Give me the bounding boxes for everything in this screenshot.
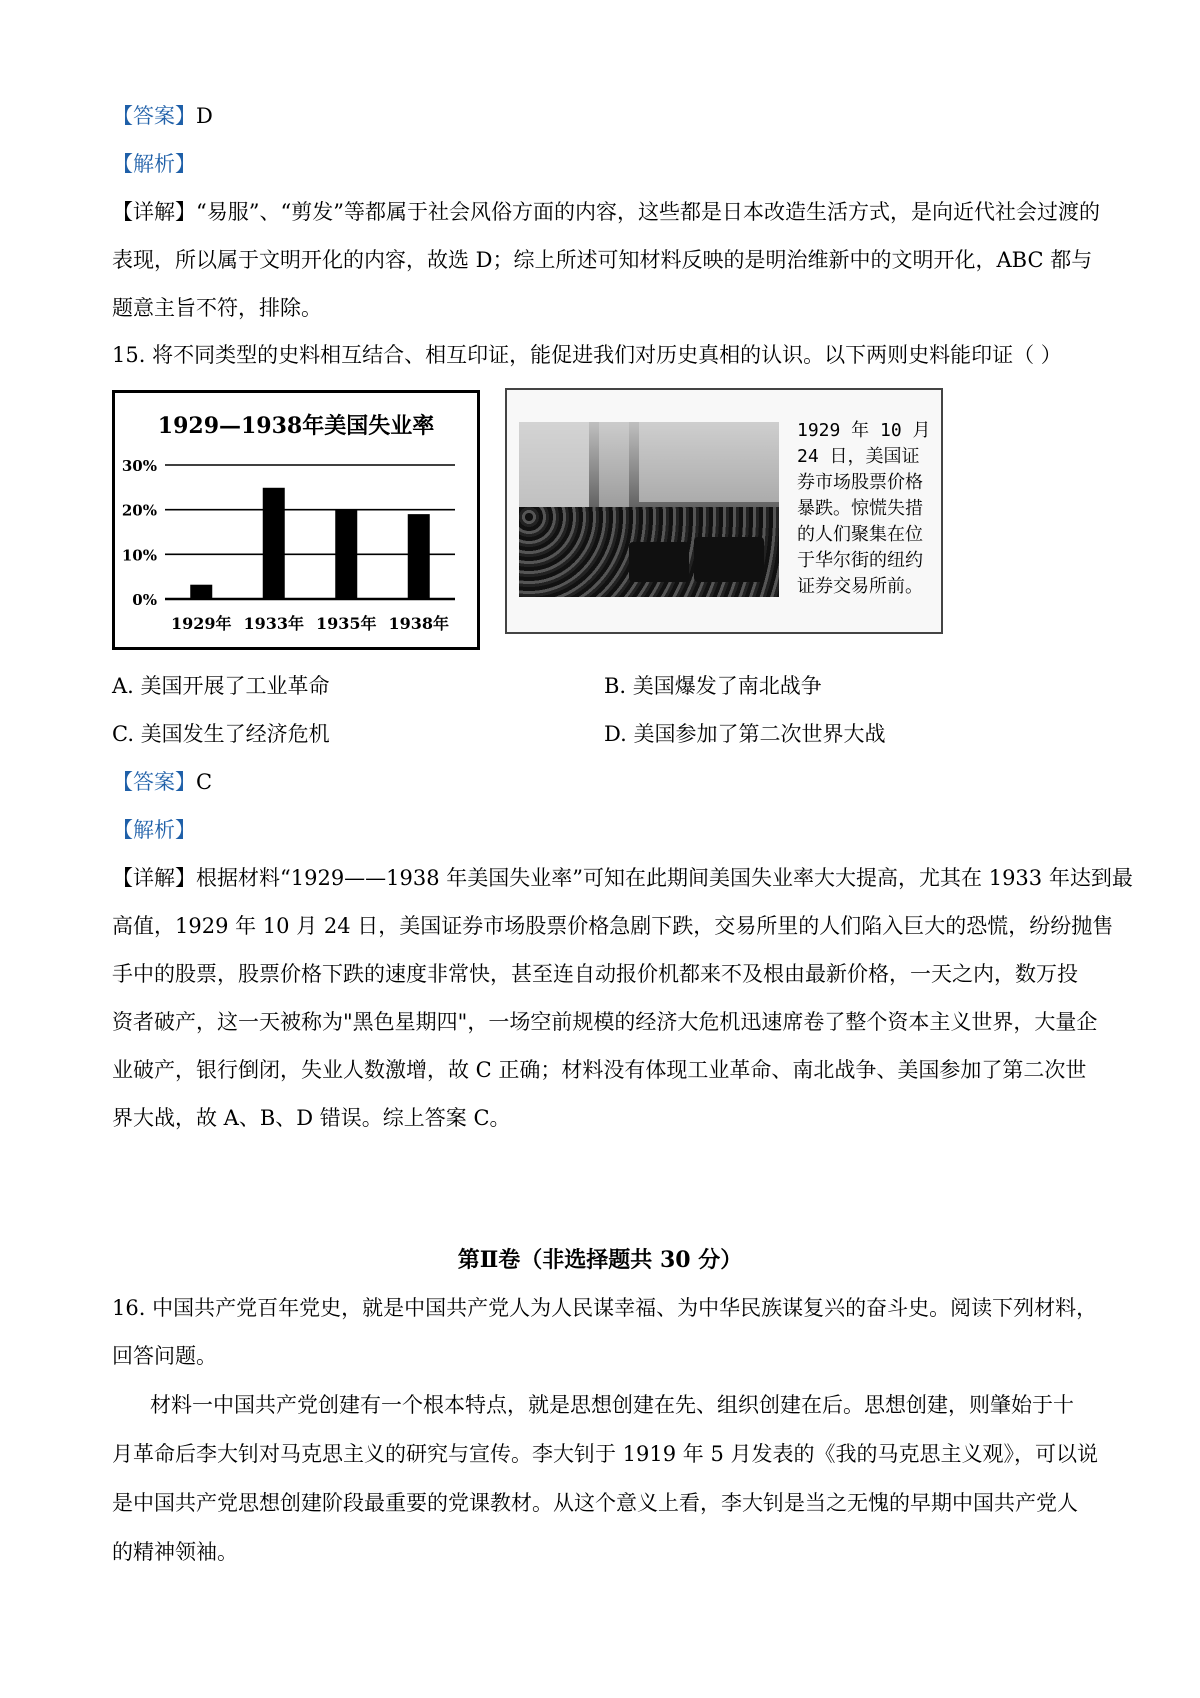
answer-tag: 【答案】 [112,770,196,794]
photo-caption: 1929 年 10 月 24 日，美国证券市场股票价格暴跌。惊慌失措的人们聚集在位于华尔街的纽约证券交易所前。 [797,420,931,597]
wall-street-photo-figure [505,388,943,634]
option-a: A. 美国开展了工业革命 [112,674,330,698]
q16-material-line: 是中国共产党思想创建阶段最重要的党课教材。从这个意义上看，李大钊是当之无愧的早期中国共产党人 [112,1491,1078,1515]
y-tick-label: 20% [121,501,157,520]
bar-1933年 [263,488,285,599]
y-tick-label: 0% [132,591,157,609]
answer-value: C [196,770,213,794]
q14-analysis-tag: 【解析】 [112,152,196,176]
q15-detail-line: 界大战，故 A、B、D 错误。综上答案 C。 [112,1106,511,1130]
q15-detail-line: 资者破产，这一天被称为"黑色星期四"，一场空前规模的经济大危机迅速席卷了整个资本主义世界，大量企 [112,1010,1098,1034]
unemployment-chart [112,390,480,650]
q15-detail-line: 高值，1929 年 10 月 24 日，美国证券市场股票价格急剧下跌，交易所里的人们陷入巨大的恐慌，纷纷抛售 [112,914,1114,938]
q14-detail-line: 题意主旨不符，排除。 [112,296,322,320]
q14-detail-line: 表现，所以属于文明开化的内容，故选 D；综上所述可知材料反映的是明治维新中的文明开化，ABC 都与 [112,248,1093,272]
y-tick-label: 30% [121,457,157,475]
wall-street-photo [519,422,779,597]
chart-canvas [115,393,477,647]
x-tick-label: 1935年 [315,614,377,633]
option-c: C. 美国发生了经济危机 [112,722,330,746]
x-tick-label: 1938年 [388,614,450,633]
q15-detail-line: 业破产，银行倒闭，失业人数激增，故 C 正确；材料没有体现工业革命、南北战争、美国参加了第二次世 [112,1058,1087,1082]
chart-title: 1929—1938年美国失业率 [157,413,435,439]
q16-question-line: 回答问题。 [112,1344,217,1368]
x-tick-label: 1929年 [170,614,232,633]
q14-answer [112,102,213,130]
y-tick-label: 10% [121,546,157,565]
x-tick-label: 1933年 [243,614,305,633]
q16-material-line: 材料一中国共产党创建有一个根本特点，就是思想创建在先、组织创建在后。思想创建，则肇始于十 [150,1393,1074,1417]
option-b: B. 美国爆发了南北战争 [604,674,822,698]
q16-question-line: 16. 中国共产党百年党史，就是中国共产党人为人民谋幸福、为中华民族谋复兴的奋斗史。阅读下列材料， [112,1296,1098,1320]
q16-material-line: 的精神领袖。 [112,1540,238,1564]
answer-tag: 【答案】 [112,104,196,128]
q15-question: 15. 将不同类型的史料相互结合、相互印证，能促进我们对历史真相的认识。以下两则史料能印证（ ） [112,343,1062,367]
q14-detail-line: 【详解】“易服”、“剪发”等都属于社会风俗方面的内容，这些都是日本改造生活方式，是向近代社会过渡的 [112,200,1100,224]
q15-answer [112,768,212,796]
answer-value: D [196,104,213,128]
q15-detail-line: 【详解】根据材料“1929——1938 年美国失业率”可知在此期间美国失业率大大提高，尤其在 1933 年达到最 [112,866,1133,890]
section-title: 第Ⅱ卷（非选择题共 30 分） [457,1247,743,1273]
option-d: D. 美国参加了第二次世界大战 [604,722,886,746]
q15-detail-line: 手中的股票，股票价格下跌的速度非常快，甚至连自动报价机都来不及根由最新价格，一天之内，数万投 [112,962,1078,986]
bar-1929年 [190,585,212,599]
bar-1938年 [408,514,430,599]
q16-material-line: 月革命后李大钊对马克思主义的研究与宣传。李大钊于 1919 年 5 月发表的《我的马克思主义观》，可以说 [112,1442,1099,1466]
bar-1935年 [335,509,357,599]
q15-analysis-tag: 【解析】 [112,818,196,842]
